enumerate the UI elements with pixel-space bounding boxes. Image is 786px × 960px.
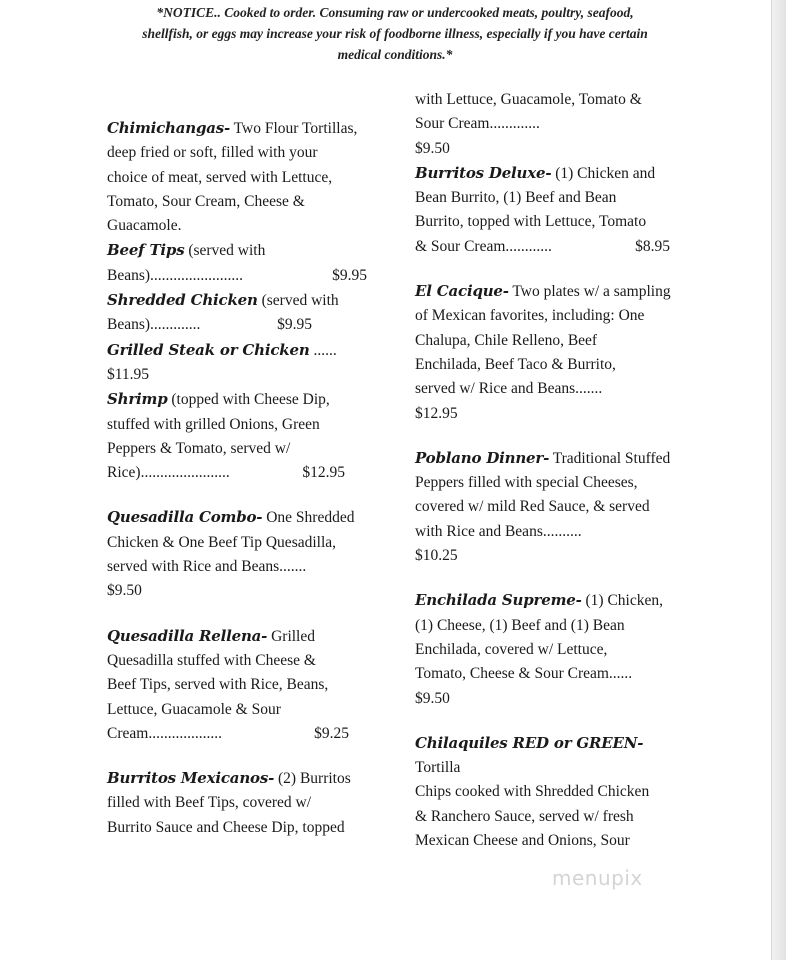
menu-item-beef-tips: Beef Tips (served with Beans)........................ $9.95 (107, 238, 377, 288)
item-name: Shredded Chicken (107, 291, 258, 310)
menu-item-burritos-deluxe: Burritos Deluxe- (1) Chicken and Bean Burrito, (1) Beef and Bean Burrito, topped with Lettuce, Tomato & Sour Cream............ $8.95 (415, 161, 690, 259)
item-price: $9.95 (332, 266, 367, 284)
item-price: $9.50 (415, 689, 450, 707)
menu-item-quesadilla-rellena: Quesadilla Rellena- Grilled Quesadilla stuffed with Cheese & Beef Tips, served with Rice, Beans, Lettuce, Guacamole & Sour Cream................... $9.25 (107, 624, 377, 746)
item-name: Burritos Deluxe- (415, 163, 552, 182)
menu-column-right (415, 88, 690, 853)
menu-item-burritos-mexicanos: Burritos Mexicanos- (2) Burritos filled with Beef Tips, covered w/ Burrito Sauce and Cheese Dip, topped (107, 769, 351, 836)
menu-item-enchilada-supreme: Enchilada Supreme- (1) Chicken, (1) Cheese, (1) Beef and (1) Bean Enchilada, covered w/ Lettuce, Tomato, Cheese & Sour Cream...... $9.50 (415, 588, 690, 710)
menu-item-el-cacique: El Cacique- Two plates w/ a sampling of Mexican favorites, including: One Chalupa, Chile Relleno, Beef Enchilada, Beef Taco & Burrito, served w/ Rice and Beans....... $12.95 (415, 279, 690, 426)
item-price: $10.25 (415, 547, 458, 565)
menu-item-burritos-mexicanos-continued: with Lettuce, Guacamole, Tomato & Sour Cream............. $9.50 (415, 88, 690, 161)
menu-item-grilled-steak: Grilled Steak or Chicken ...... $11.95 (107, 338, 377, 388)
item-price: $8.95 (635, 237, 670, 255)
item-name: Enchilada Supreme- (415, 591, 582, 610)
menu-item-chilaquiles: Chilaquiles RED or GREEN- Tortilla Chips cooked with Shredded Chicken & Ranchero Sauce, served w/ fresh Mexican Cheese and Onions, Sour (415, 733, 650, 850)
item-price: $11.95 (107, 365, 150, 383)
item-name: Burritos Mexicanos- (107, 769, 275, 788)
item-name: Chimichangas- (107, 119, 231, 137)
item-name: Quesadilla Combo- (107, 508, 263, 527)
page-edge (771, 0, 786, 960)
menu-item-chimichangas: Chimichangas- Two Flour Tortillas, deep fried or soft, filled with your choice of meat, served with Lettuce, Tomato, Sour Cream, Cheese & Guacamole. (107, 119, 358, 235)
item-price: $9.25 (314, 724, 349, 742)
item-name: El Cacique- (415, 282, 509, 301)
menu-item-shrimp: Shrimp (topped with Cheese Dip, stuffed with grilled Onions, Green Peppers & Tomato, served w/ Rice)....................... $12.95 (107, 387, 377, 485)
item-price: $9.50 (107, 582, 142, 600)
foodborne-notice: *NOTICE.. Cooked to order. Consuming raw or undercooked meats, poultry, seafood, shellfish, or eggs may increase your risk of foodborne illness, especially if you have certain medical conditions.* (142, 5, 648, 62)
item-price: $12.95 (302, 464, 345, 482)
item-name: Quesadilla Rellena- (107, 626, 268, 645)
item-price: $9.50 (415, 139, 450, 157)
menu-item-quesadilla-combo: Quesadilla Combo- One Shredded Chicken & One Beef Tip Quesadilla, served with Rice and Beans....... $9.50 (107, 505, 377, 603)
item-name: Beef Tips (107, 241, 185, 260)
item-name: Shrimp (107, 390, 168, 409)
menu-item-poblano-dinner: Poblano Dinner- Traditional Stuffed Peppers filled with special Cheeses, covered w/ mild Red Sauce, & served with Rice and Beans.......... $10.25 (415, 446, 690, 568)
item-name: Poblano Dinner- (415, 448, 550, 467)
menupix-watermark: menupix (552, 866, 643, 890)
item-name: Chilaquiles RED or GREEN- (415, 733, 644, 752)
item-price: $12.95 (415, 404, 458, 422)
menu-item-shredded-chicken: Shredded Chicken (served with Beans)............. $9.95 (107, 288, 377, 338)
item-name: Grilled Steak or Chicken (107, 340, 310, 359)
menu-column-left (107, 116, 377, 840)
item-price: $9.95 (277, 316, 312, 334)
